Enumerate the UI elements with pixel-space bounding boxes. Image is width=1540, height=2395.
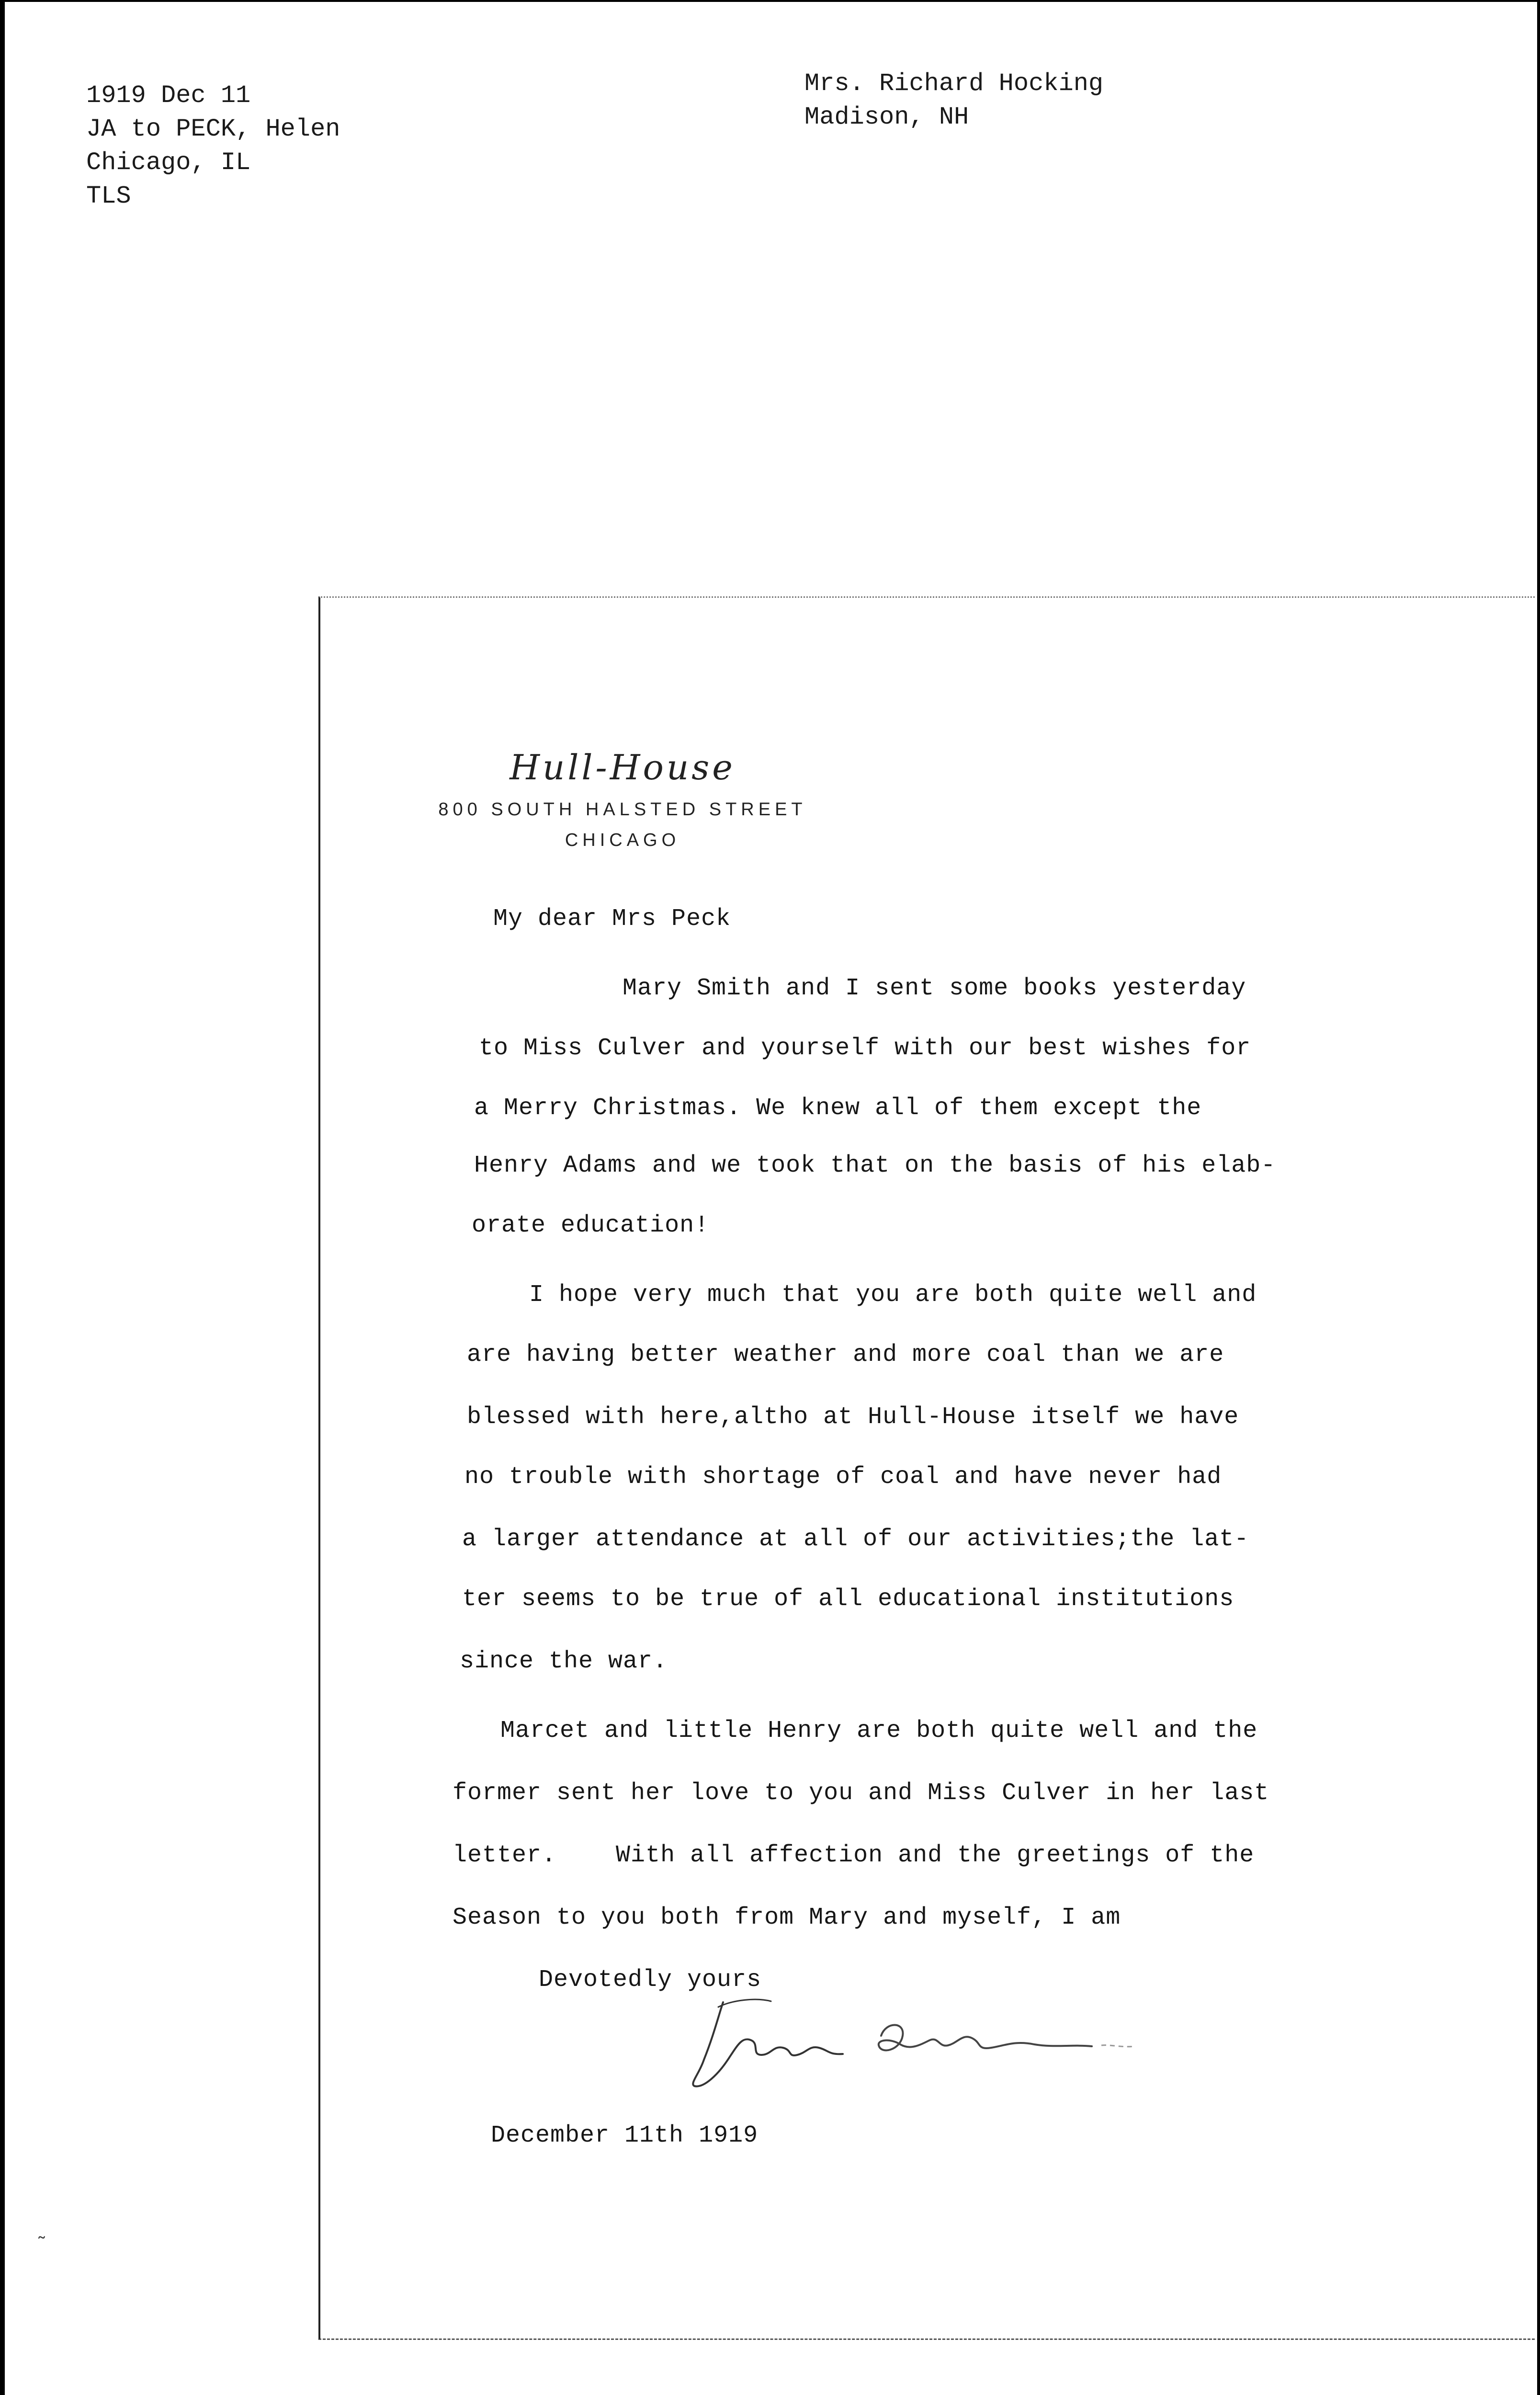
paragraph-1-line-5: orate education! [472, 1212, 710, 1239]
letterhead-street: 800 SOUTH HALSTED STREET [438, 799, 807, 820]
paragraph-2-line-5: a larger attendance at all of our activities;the lat- [462, 1526, 1249, 1553]
paragraph-3-line-3: letter. With all affection and the greetings of the [453, 1842, 1255, 1869]
salutation: My dear Mrs Peck [493, 905, 731, 933]
paragraph-2-line-2: are having better weather and more coal than we are [467, 1341, 1224, 1369]
letterhead-city: CHICAGO [565, 830, 680, 850]
paragraph-2-line-4: no trouble with shortage of coal and have never had [464, 1463, 1222, 1491]
meta-date: 1919 Dec 11 [86, 81, 251, 110]
meta-place: Chicago, IL [86, 148, 251, 177]
paragraph-1-line-3: a Merry Christmas. We knew all of them except the [474, 1095, 1202, 1122]
signature [690, 1988, 1159, 2093]
paragraph-3-line-1: Marcet and little Henry are both quite well and the [500, 1717, 1258, 1745]
meta-repository: Mrs. Richard Hocking [804, 69, 1104, 98]
paragraph-2-line-7: since the war. [460, 1648, 668, 1675]
archival-header-right [804, 67, 1103, 134]
paragraph-3-line-4: Season to you both from Mary and myself, I am [453, 1904, 1121, 1931]
paragraph-1-line-2: to Miss Culver and yourself with our best wishes for [479, 1035, 1251, 1062]
paragraph-2-line-1: I hope very much that you are both quite well and [529, 1281, 1257, 1309]
archival-header-left [86, 79, 340, 213]
paragraph-1-line-4: Henry Adams and we took that on the basis of his elab- [474, 1152, 1276, 1179]
scan-mark: ˜ [36, 2235, 48, 2256]
paragraph-2-line-3: blessed with here,altho at Hull-House itself we have [467, 1403, 1239, 1431]
meta-correspondents: JA to PECK, Helen [86, 115, 340, 143]
letterhead [383, 747, 862, 855]
paragraph-1-line-1: Mary Smith and I sent some books yesterday [623, 975, 1246, 1002]
meta-type: TLS [86, 182, 131, 210]
paragraph-3-line-2: former sent her love to you and Miss Culver in her last [453, 1779, 1269, 1807]
closing: Devotedly yours [539, 1966, 762, 1994]
letterhead-name: Hull-House [510, 747, 736, 787]
meta-repository-place: Madison, NH [804, 103, 969, 131]
paragraph-2-line-6: ter seems to be true of all educational institutions [462, 1585, 1234, 1613]
letter-date: December 11th 1919 [491, 2122, 759, 2149]
